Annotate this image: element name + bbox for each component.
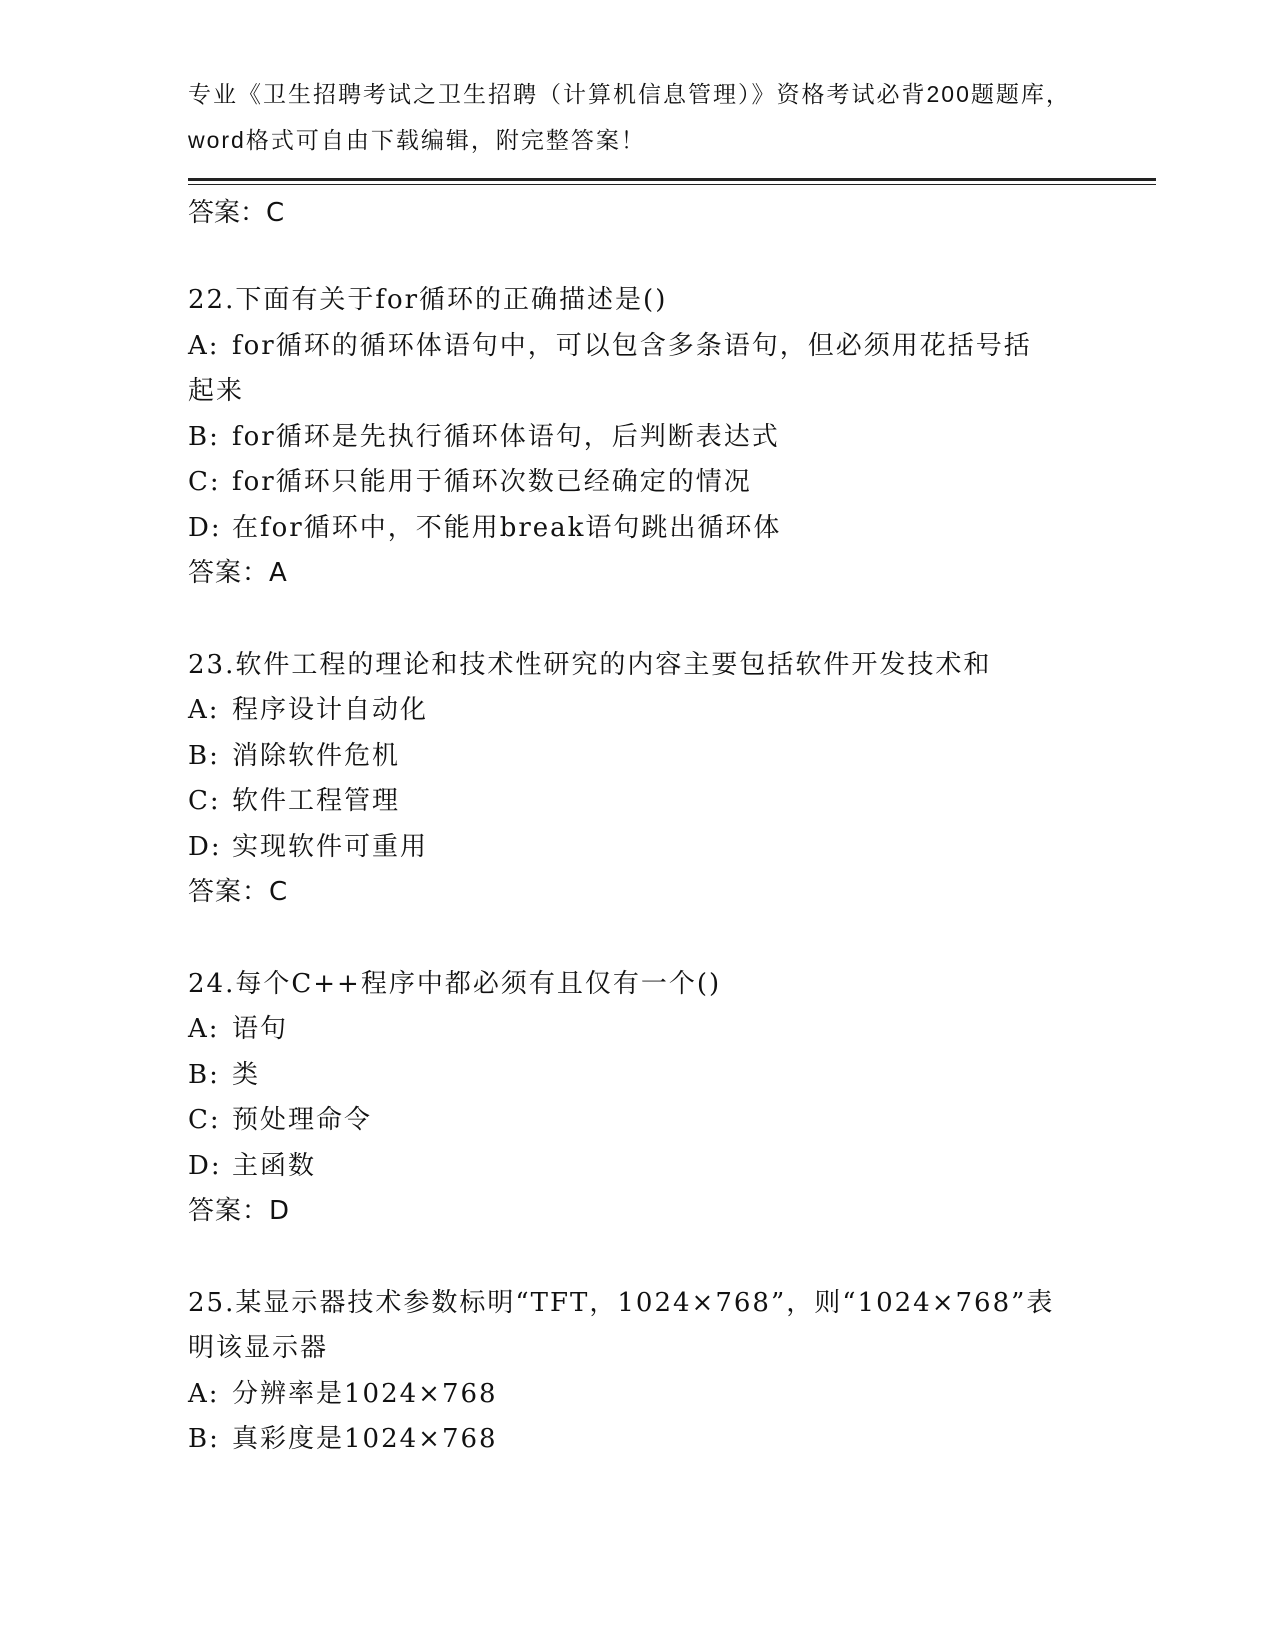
- option-text: 预处理命令: [232, 1105, 373, 1135]
- option-line: [188, 324, 1088, 370]
- question-stem: 25.某显示器技术参数标明“TFT，1024×768”，则“1024×768”表: [188, 1287, 1055, 1318]
- option-text: 主函数: [232, 1150, 317, 1181]
- option-text: 消除软件危机: [232, 740, 401, 771]
- option-text: 实现软件可重用: [232, 831, 429, 862]
- question-block: [188, 643, 1088, 916]
- option-key: D:: [188, 1150, 222, 1181]
- header-line-2: word格式可自由下载编辑，附完整答案！: [188, 126, 646, 153]
- option-key: B:: [188, 740, 220, 771]
- option-line: [188, 460, 1088, 506]
- option-key: C:: [188, 786, 221, 816]
- previous-answer: 答案：C: [188, 198, 285, 228]
- question-block: [188, 278, 1088, 597]
- question-stem: 22.下面有关于for循环的正确描述是(): [188, 285, 668, 315]
- option-key: D:: [188, 831, 222, 862]
- question-stem: 明该显示器: [188, 1333, 329, 1363]
- option-text: 类: [232, 1059, 261, 1090]
- option-line: [188, 1417, 1088, 1463]
- option-line: [188, 1053, 1088, 1099]
- option-key: B:: [188, 1424, 220, 1454]
- option-line: [188, 1144, 1088, 1190]
- option-line: [188, 1372, 1088, 1418]
- option-line: [188, 1007, 1088, 1053]
- header-divider-thick: [188, 178, 1156, 181]
- option-text: 真彩度是1024×768: [232, 1424, 498, 1454]
- question-block: [188, 1281, 1088, 1463]
- option-key: C:: [188, 467, 221, 497]
- option-line: [188, 506, 1088, 552]
- option-line: [188, 779, 1088, 825]
- option-line: [188, 825, 1088, 871]
- option-key: A:: [188, 695, 220, 725]
- option-text: 分辨率是1024×768: [232, 1378, 498, 1409]
- option-text: 在for循环中，不能用break语句跳出循环体: [232, 512, 782, 543]
- answer-line: 答案：D: [188, 1196, 291, 1226]
- option-text: for循环是先执行循环体语句，后判断表达式: [232, 421, 780, 452]
- question-list: [188, 278, 1088, 1509]
- question-stem: 24.每个C++程序中都必须有且仅有一个(): [188, 968, 722, 999]
- option-key: A:: [188, 1014, 220, 1044]
- answer-line: 答案：C: [188, 877, 289, 907]
- option-text: 起来: [188, 376, 245, 406]
- option-line: [188, 369, 1088, 415]
- option-key: C:: [188, 1105, 221, 1135]
- option-text: for循环的循环体语句中，可以包含多条语句，但必须用花括号括: [232, 330, 1032, 361]
- option-key: B:: [188, 1059, 220, 1090]
- option-line: [188, 415, 1088, 461]
- option-key: D:: [188, 512, 222, 543]
- option-key: A:: [188, 1378, 220, 1409]
- option-line: [188, 1098, 1088, 1144]
- document-header: [188, 72, 1088, 163]
- option-text: 程序设计自动化: [232, 695, 429, 725]
- answer-line: 答案：A: [188, 558, 288, 588]
- question-block: [188, 962, 1088, 1235]
- option-line: [188, 688, 1088, 734]
- option-text: 软件工程管理: [232, 786, 401, 816]
- question-stem: 23.软件工程的理论和技术性研究的内容主要包括软件开发技术和: [188, 649, 992, 680]
- option-text: for循环只能用于循环次数已经确定的情况: [232, 467, 752, 497]
- option-text: 语句: [232, 1014, 289, 1044]
- option-key: B:: [188, 421, 220, 452]
- header-divider-thin: [188, 184, 1156, 185]
- option-key: A:: [188, 330, 220, 361]
- header-line-1: 专业《卫生招聘考试之卫生招聘（计算机信息管理）》资格考试必背200题题库，: [188, 81, 1071, 107]
- option-line: [188, 734, 1088, 780]
